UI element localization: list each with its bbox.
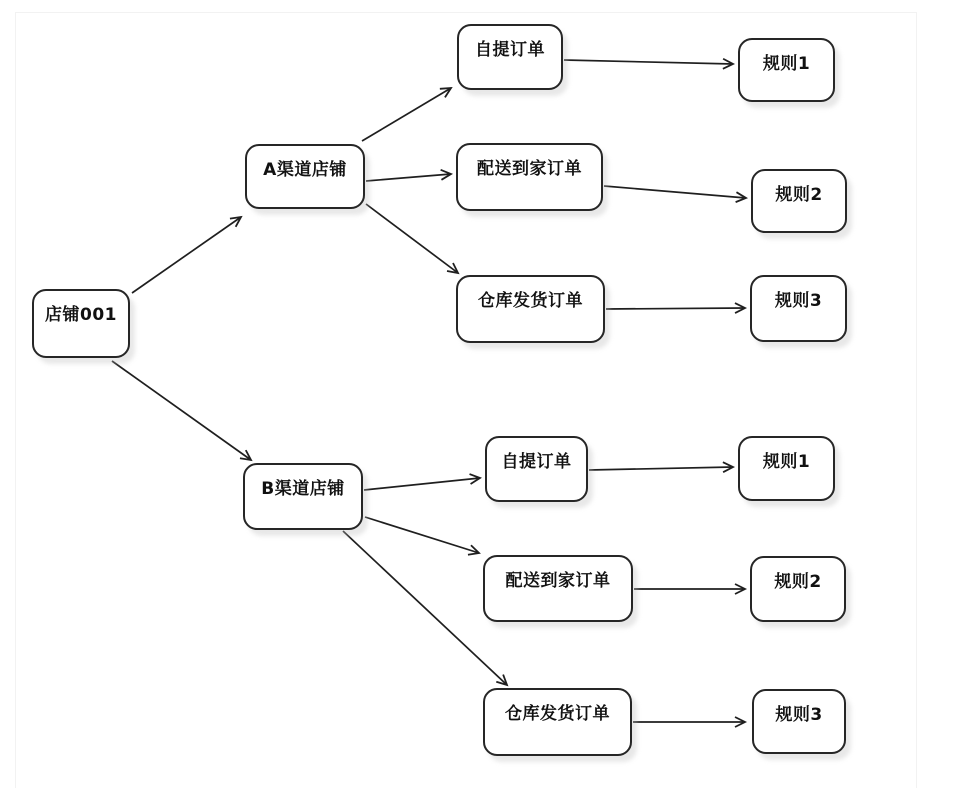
- edge-arrow-a-delivery-to-a-rule2: [604, 186, 746, 198]
- edge-arrow-a-channel-to-a-warehouse: [366, 204, 458, 273]
- node-label-a-channel: A渠道店铺: [263, 160, 347, 180]
- edge-arrow-a-channel-to-a-pickup: [362, 88, 451, 141]
- node-b-rule1: [738, 436, 835, 501]
- node-b-channel: [243, 463, 363, 530]
- node-a-delivery: [456, 143, 603, 211]
- node-a-rule2: [751, 169, 847, 233]
- node-a-channel: [245, 144, 365, 209]
- node-label-b-warehouse: 仓库发货订单: [505, 704, 610, 724]
- edge-arrow-a-pickup-to-a-rule1: [564, 60, 733, 64]
- node-label-a-rule3: 规则3: [774, 291, 823, 311]
- node-label-b-pickup: 自提订单: [501, 452, 572, 472]
- node-label-root: 店铺001: [45, 305, 117, 325]
- edge-arrow-root-to-b-channel: [112, 361, 251, 460]
- node-b-pickup: [485, 436, 588, 502]
- node-b-delivery: [483, 555, 633, 622]
- edge-arrow-a-channel-to-a-delivery: [366, 174, 451, 181]
- node-label-a-rule2: 规则2: [775, 185, 823, 205]
- node-label-b-rule3: 规则3: [775, 705, 823, 725]
- node-b-rule2: [750, 556, 846, 622]
- node-b-rule3: [752, 689, 846, 754]
- edge-arrow-b-channel-to-b-pickup: [364, 478, 480, 490]
- edge-arrow-a-warehouse-to-a-rule3: [606, 308, 745, 309]
- node-label-b-delivery: 配送到家订单: [505, 571, 611, 591]
- node-b-warehouse: [483, 688, 632, 756]
- edge-arrow-b-channel-to-b-delivery: [365, 517, 479, 553]
- node-label-b-rule2: 规则2: [774, 572, 822, 592]
- node-label-a-pickup: 自提订单: [475, 40, 545, 60]
- node-label-a-delivery: 配送到家订单: [477, 159, 582, 179]
- node-label-a-warehouse: 仓库发货订单: [478, 291, 583, 311]
- node-a-warehouse: [456, 275, 605, 343]
- edge-arrow-b-pickup-to-b-rule1: [589, 467, 733, 470]
- edge-arrow-root-to-a-channel: [132, 217, 241, 293]
- node-root: [32, 289, 130, 358]
- node-a-pickup: [457, 24, 563, 90]
- node-a-rule3: [750, 275, 847, 342]
- node-label-b-rule1: 规则1: [762, 452, 811, 472]
- node-a-rule1: [738, 38, 835, 102]
- node-label-b-channel: B渠道店铺: [261, 479, 345, 499]
- node-label-a-rule1: 规则1: [762, 54, 811, 74]
